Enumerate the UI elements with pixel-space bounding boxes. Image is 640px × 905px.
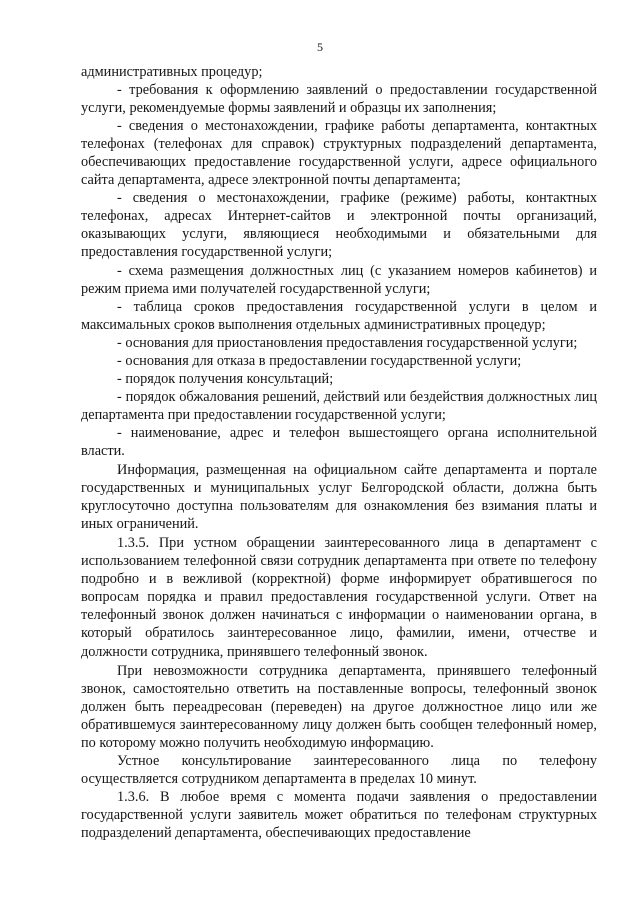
paragraph: 1.3.5. При устном обращении заинтересованного лица в департамент с использованием телефонной связи сотрудник департамента при ответе по телефону подробно и в вежливой (корректной) форме информирует обратившегося по вопросам порядка и правил предоставления государственной услуги. Ответ на телефонный звонок должен начинаться с информации о наименовании органа, в который обратилось заинтересованное лицо, фамилии, имени, отчестве и должности сотрудника, принявшего телефонный звонок. bbox=[81, 535, 597, 660]
paragraph: - порядок получения консультаций; bbox=[117, 370, 334, 387]
body-text bbox=[81, 63, 597, 842]
paragraph: При невозможности сотрудника департамента, принявшего телефонный звонок, самостоятельно ответить на поставленные вопросы, телефонный звонок должен быть переадресован (переведен) на другое должностное лицо или же обратившемуся заинтересованному лицу должен быть сообщен телефонный номер, по которому можно получить необходимую информацию. bbox=[81, 662, 597, 751]
paragraph: - сведения о местонахождении, графике работы департамента, контактных телефонах (телефонах для справок) структурных подразделений департамента, обеспечивающих предоставление государственной услуги, адресе официального сайта департамента, адресе электронной почты департамента; bbox=[81, 118, 597, 189]
page-number: 5 bbox=[317, 40, 323, 54]
paragraph: - порядок обжалования решений, действий или бездействия должностных лиц департамента при предоставлении государственной услуги; bbox=[81, 388, 597, 423]
paragraph: Устное консультирование заинтересованного лица по телефону осуществляется сотрудником департамента в пределах 10 минут. bbox=[81, 752, 597, 787]
paragraph: административных процедур; bbox=[81, 64, 263, 80]
paragraph: - таблица сроков предоставления государственной услуги в целом и максимальных сроков выполнения отдельных административных процедур; bbox=[81, 298, 597, 333]
paragraph: - наименование, адрес и телефон вышестоящего органа исполнительной власти. bbox=[81, 424, 597, 459]
paragraph: - основания для отказа в предоставлении государственной услуги; bbox=[117, 352, 522, 369]
paragraph: Информация, размещенная на официальном сайте департамента и портале государственных и муниципальных услуг Белгородской области, должна быть круглосуточно доступна пользователям для ознакомления без взимания платы и иных ограничений. bbox=[81, 462, 597, 533]
paragraph: - требования к оформлению заявлений о предоставлении государственной услуги, рекомендуемые формы заявлений и образцы их заполнения; bbox=[81, 82, 597, 117]
paragraph: 1.3.6. В любое время с момента подачи заявления о предоставлении государственной услуги заявитель может обратиться по телефонам структурных подразделений департамента, обеспечивающих предоставление bbox=[81, 788, 597, 841]
paragraph: - схема размещения должностных лиц (с указанием номеров кабинетов) и режим приема ими получателей государственной услуги; bbox=[81, 262, 597, 297]
paragraph: - основания для приостановления предоставления государственной услуги; bbox=[117, 334, 578, 351]
paragraph: - сведения о местонахождении, графике (режиме) работы, контактных телефонах, адресах Интернет-сайтов и электронной почты организаций, оказывающих услуги, являющиеся необходимыми и обязательными для предоставления государственной услуги; bbox=[81, 190, 597, 261]
